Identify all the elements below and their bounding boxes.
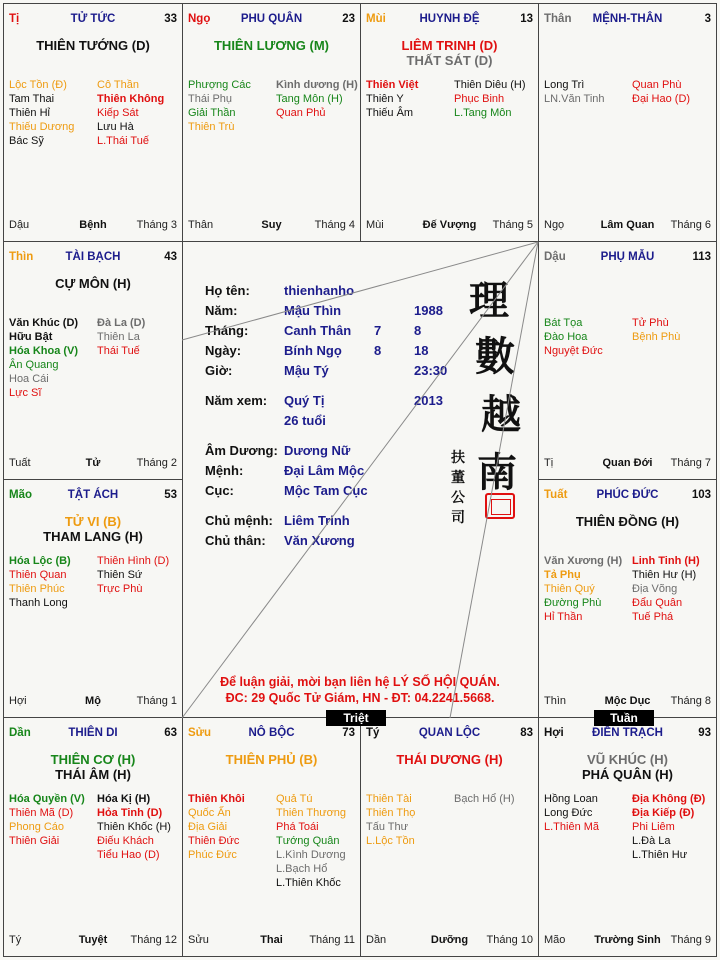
cell-header: [9, 489, 177, 503]
minor-star: Quả Tú: [276, 793, 313, 805]
star-column-right: [454, 792, 515, 806]
minor-star: Thiên Sứ: [97, 569, 143, 581]
palace-name: NÔ BỘC: [248, 727, 295, 739]
value-gio-time: 23:30: [414, 363, 448, 378]
small-char-1: 扶: [451, 450, 465, 466]
minor-star: Thiếu Âm: [366, 107, 414, 119]
cell-footer: [188, 934, 355, 948]
footer-branch: Tị: [544, 457, 554, 469]
minor-star: L.Thiên Mã: [544, 821, 600, 833]
value-thang: Canh Thân: [284, 323, 352, 338]
palace-number: 93: [698, 727, 711, 739]
minor-star: Đường Phù: [544, 597, 602, 609]
cell-footer: [544, 457, 711, 471]
minor-star: Thiên Quan: [9, 569, 67, 581]
minor-star: Thiên Đức: [188, 835, 240, 847]
cell-tuat: [538, 479, 717, 718]
value-nam-xem: Quý Tị: [284, 393, 325, 408]
small-char-2: 董: [451, 470, 465, 486]
palace-name: MỆNH-THÂN: [592, 13, 663, 25]
minor-star: Nguyệt Đức: [544, 345, 603, 357]
main-stars: [539, 514, 716, 529]
value-nam: Mậu Thìn: [284, 303, 342, 318]
cell-header: [9, 251, 177, 265]
cell-header: [188, 727, 355, 741]
footer-month: Tháng 9: [670, 934, 711, 946]
calligraphy-char-3: 越: [481, 391, 521, 438]
minor-star: Thiên Thọ: [366, 807, 416, 819]
minor-star: Long Đức: [544, 807, 593, 819]
palace-number: 43: [164, 251, 177, 263]
label-thang: Tháng:: [205, 323, 249, 338]
minor-star: Hóa Quyền (V): [9, 793, 85, 805]
label-am-duong: Âm Dương:: [205, 443, 278, 458]
cell-footer: [9, 457, 177, 471]
main-stars: [361, 752, 538, 767]
minor-star: Kiếp Sát: [97, 107, 139, 119]
minor-star: Lộc Tồn (Đ): [9, 79, 67, 91]
main-stars: [4, 276, 182, 291]
label-cuc: Cục:: [205, 483, 234, 498]
minor-star: Thiên Diêu (H): [454, 79, 526, 91]
star-column-right: [97, 554, 169, 596]
minor-star: Bác Sỹ: [9, 135, 44, 147]
branch-label: Hợi: [544, 727, 564, 739]
branch-label: Mùi: [366, 13, 386, 25]
cell-header: [9, 13, 177, 27]
minor-star: Thanh Long: [9, 597, 68, 609]
minor-star: Thiên Giải: [9, 835, 60, 847]
footer-month: Tháng 2: [136, 457, 177, 469]
minor-star: Long Trì: [544, 79, 585, 91]
cell-footer: [9, 934, 177, 948]
footer-month: Tháng 5: [492, 219, 533, 231]
main-star: THÁI ÂM (H): [55, 767, 131, 782]
footer-stage: Tử: [85, 457, 101, 469]
branch-label: Sửu: [188, 727, 212, 739]
cell-footer: [544, 695, 711, 709]
minor-star: L.Tang Môn: [454, 107, 512, 119]
footer-month: Tháng 4: [314, 219, 355, 231]
minor-star: Hỏa Tinh (D): [97, 807, 163, 819]
branch-label: Thân: [544, 13, 572, 25]
minor-star: Tang Môn (H): [276, 93, 343, 105]
cell-footer: [188, 219, 355, 233]
minor-star: Hỉ Thần: [544, 611, 583, 623]
label-chu-than: Chủ thân:: [205, 533, 266, 548]
palace-name: PHU QUÂN: [240, 13, 303, 25]
minor-star: Địa Không (Đ): [632, 793, 706, 805]
palace-name: TỬ TỨC: [70, 13, 116, 25]
main-stars: [4, 752, 182, 782]
value-ngay-a: 8: [374, 343, 382, 358]
branch-label: Thìn: [9, 251, 34, 263]
star-column-left: [9, 792, 85, 848]
footer-month: Tháng 3: [136, 219, 177, 231]
minor-star: L.Lộc Tồn: [366, 835, 415, 847]
branch-label: Ngọ: [188, 13, 211, 25]
minor-star: L.Thái Tuế: [97, 135, 149, 147]
cell-than: [538, 3, 717, 242]
label-nam-xem: Năm xem:: [205, 393, 268, 408]
footer-month: Tháng 12: [130, 934, 177, 946]
minor-star: Hoa Cái: [9, 373, 49, 385]
branch-label: Tuất: [544, 489, 568, 501]
calligraphy-char-2: 數: [475, 333, 515, 380]
palace-name: TÀI BẠCH: [65, 251, 121, 263]
cell-ngo: [182, 3, 361, 242]
minor-star: Điếu Khách: [97, 835, 154, 847]
label-gio: Giờ:: [205, 363, 233, 378]
label-ngay: Ngày:: [205, 343, 242, 358]
main-star: THIÊN PHỦ (B): [225, 752, 318, 767]
cell-footer: [544, 219, 711, 233]
minor-star: Kình dương (H): [276, 79, 358, 91]
contact-line-1: Để luận giải, mời bạn liên hệ LÝ SỐ HỘI QUÁN.: [220, 675, 500, 689]
minor-star: Thiên Hỉ: [9, 107, 50, 119]
value-ngay-b: 18: [414, 343, 429, 358]
minor-star: Hóa Khoa (V): [9, 345, 79, 357]
center-info-panel: [181, 241, 539, 718]
branch-label: Dần: [9, 727, 31, 739]
cell-header: [366, 13, 533, 27]
cell-header: [9, 727, 177, 741]
minor-star: Thiên Khôi: [188, 793, 245, 805]
contact-line-2: ĐC: 29 Quốc Tử Giám, HN - ĐT: 04.2241.5668.: [225, 691, 495, 705]
palace-number: 103: [691, 489, 711, 501]
star-column-left: [9, 316, 78, 400]
cell-footer: [9, 695, 177, 709]
minor-star: Lực Sĩ: [9, 387, 42, 399]
minor-star: Đẩu Quân: [632, 597, 683, 609]
footer-month: Tháng 7: [670, 457, 711, 469]
minor-star: Đào Hoa: [544, 331, 588, 343]
main-star: THIÊN ĐỒNG (H): [575, 514, 680, 529]
minor-star: Thiếu Dương: [9, 121, 75, 133]
star-column-right: [97, 78, 164, 148]
cell-dau: [538, 241, 717, 480]
star-column-left: [9, 78, 74, 148]
star-column-left: [544, 316, 603, 358]
palace-name: PHỤ MẪU: [600, 251, 655, 263]
minor-star: Thiên La: [97, 331, 140, 343]
footer-stage: Lâm Quan: [600, 219, 655, 231]
palace-number: 63: [164, 727, 177, 739]
minor-star: Giải Thần: [188, 107, 236, 119]
cell-header: [544, 489, 711, 503]
palace-name: THIÊN DI: [68, 727, 118, 739]
cell-mao: [3, 479, 183, 718]
main-star: CỰ MÔN (H): [55, 276, 131, 291]
minor-star: Tướng Quân: [276, 835, 340, 847]
main-stars: [183, 752, 360, 767]
footer-branch: Mùi: [366, 219, 384, 231]
value-nam-year: 1988: [414, 303, 443, 318]
palace-name: PHÚC ĐỨC: [596, 489, 659, 501]
minor-star: Hóa Lộc (B): [9, 555, 71, 567]
footer-branch: Thìn: [544, 695, 567, 707]
cell-ti: [3, 3, 183, 242]
tuan-label: Tuần: [594, 710, 654, 726]
minor-star: Trực Phù: [97, 583, 143, 595]
star-column-right: [97, 792, 171, 862]
cell-header: [544, 727, 711, 741]
cell-mui: [360, 3, 539, 242]
palace-name: QUAN LỘC: [418, 727, 481, 739]
footer-stage: Thai: [260, 934, 283, 946]
minor-star: Quan Phủ: [276, 107, 326, 119]
footer-stage: Mộ: [85, 695, 101, 707]
footer-branch: Dần: [366, 934, 387, 946]
minor-star: Thiên Không: [97, 93, 165, 105]
minor-star: Quốc Ấn: [188, 807, 231, 819]
footer-branch: Tý: [9, 934, 22, 946]
palace-number: 53: [164, 489, 177, 501]
minor-star: Tả Phụ: [544, 569, 581, 581]
footer-stage: Dưỡng: [430, 934, 469, 946]
footer-stage: Mộc Dục: [604, 695, 651, 707]
minor-star: Thiên Khốc (H): [97, 821, 171, 833]
footer-stage: Đế Vượng: [422, 219, 477, 231]
main-star: THẤT SÁT (D): [406, 53, 493, 68]
minor-star: Ân Quang: [9, 359, 59, 371]
minor-star: Phi Liêm: [632, 821, 675, 833]
minor-star: Phá Toái: [276, 821, 319, 833]
minor-star: Thiên Tài: [366, 793, 412, 805]
main-stars: [4, 514, 182, 544]
minor-star: Thiên Trù: [188, 121, 235, 133]
star-column-left: [188, 78, 251, 134]
main-star: THIÊN TƯỚNG (D): [36, 38, 150, 53]
cell-footer: [9, 219, 177, 233]
main-star: TỬ VI (B): [64, 514, 122, 529]
minor-star: Hóa Kị (H): [97, 793, 151, 805]
value-cuc: Mộc Tam Cục: [284, 483, 368, 498]
star-column-left: [544, 78, 605, 106]
cell-header: [544, 251, 711, 265]
minor-star: Thiên Mã (D): [9, 807, 74, 819]
main-star: THÁI DƯƠNG (H): [396, 752, 503, 767]
palace-name: ĐIỀN TRẠCH: [592, 727, 663, 739]
minor-star: Địa Kiếp (Đ): [632, 807, 695, 819]
minor-star: Hồng Loan: [544, 793, 598, 805]
footer-branch: Hợi: [9, 695, 27, 707]
cell-suu: [182, 717, 361, 957]
star-column-right: [454, 78, 526, 120]
cell-hoi: [538, 717, 717, 957]
value-ngay: Bính Ngọ: [284, 343, 342, 358]
minor-star: L.Đà La: [632, 835, 671, 847]
minor-star: Tam Thai: [9, 93, 55, 105]
branch-label: Dậu: [544, 251, 566, 263]
footer-stage: Tuyệt: [78, 934, 108, 946]
star-column-left: [544, 792, 599, 834]
calligraphy-char-4: 南: [477, 449, 517, 496]
star-column-right: [632, 316, 680, 344]
minor-star: Thiên Phúc: [9, 583, 65, 595]
minor-star: L.Thiên Hư: [632, 849, 688, 861]
cell-header: [188, 13, 355, 27]
footer-branch: Dậu: [9, 219, 30, 231]
minor-star: Phong Cáo: [9, 821, 65, 833]
triet-label: Triệt: [326, 710, 386, 726]
seal-stamp: [485, 493, 515, 519]
minor-star: LN.Văn Tinh: [544, 93, 605, 105]
minor-star: Địa Giải: [188, 821, 228, 833]
star-column-left: [366, 792, 415, 848]
value-menh: Đại Lâm Mộc: [284, 463, 365, 478]
cell-footer: [366, 934, 533, 948]
cell-ty: [360, 717, 539, 957]
main-stars: [4, 38, 182, 53]
minor-star: Thiên Thương: [276, 807, 347, 819]
minor-star: Quan Phù: [632, 79, 682, 91]
star-column-right: [276, 78, 358, 120]
palace-name: HUYNH ĐỆ: [419, 13, 480, 25]
branch-label: Tị: [9, 13, 20, 25]
label-ho-ten: Họ tên:: [205, 283, 250, 298]
value-thang-a: 7: [374, 323, 382, 338]
calligraphy-char-1: 理: [469, 277, 509, 324]
value-nam-xem-year: 2013: [414, 393, 443, 408]
footer-month: Tháng 8: [670, 695, 711, 707]
minor-star: Hữu Bật: [9, 331, 53, 343]
minor-star: Tiểu Hao (D): [97, 849, 160, 861]
main-star: THIÊN CƠ (H): [50, 752, 136, 767]
main-star: THAM LANG (H): [43, 529, 143, 544]
label-chu-menh: Chủ mệnh:: [205, 513, 273, 528]
main-star: VŨ KHÚC (H): [587, 752, 668, 767]
minor-star: Phục Binh: [454, 93, 505, 105]
footer-branch: Mão: [544, 934, 566, 946]
minor-star: Thiên Hình (D): [97, 555, 170, 567]
footer-stage: Bệnh: [79, 219, 107, 231]
minor-star: Tấu Thư: [366, 821, 409, 833]
palace-number: 23: [342, 13, 355, 25]
value-chu-than: Văn Xương: [284, 533, 355, 548]
cell-header: [544, 13, 711, 27]
cell-footer: [544, 934, 711, 948]
cell-thin: [3, 241, 183, 480]
palace-number: 83: [520, 727, 533, 739]
star-column-right: [276, 792, 346, 890]
footer-month: Tháng 1: [136, 695, 177, 707]
minor-star: Tuế Phá: [632, 611, 674, 623]
minor-star: Đại Hao (D): [632, 93, 691, 105]
minor-star: Văn Xương (H): [544, 555, 623, 567]
value-chu-menh: Liêm Trinh: [284, 513, 350, 528]
minor-star: L.Kình Dương: [276, 849, 346, 861]
main-stars: [361, 38, 538, 68]
minor-star: L.Bạch Hổ: [276, 863, 328, 875]
star-column-right: [632, 792, 705, 862]
palace-number: 13: [520, 13, 533, 25]
minor-star: Phúc Đức: [188, 849, 237, 861]
footer-month: Tháng 10: [486, 934, 533, 946]
minor-star: Thiên Quý: [544, 583, 595, 595]
minor-star: Bệnh Phù: [632, 331, 681, 343]
value-am-duong: Dương Nữ: [284, 443, 351, 458]
footer-stage: Suy: [261, 219, 282, 231]
main-stars: [539, 752, 716, 782]
minor-star: Phượng Các: [188, 79, 251, 91]
minor-star: Thiên Hư (H): [632, 569, 697, 581]
footer-stage: Trường Sinh: [594, 934, 661, 946]
cell-footer: [366, 219, 533, 233]
minor-star: Thiên Y: [366, 93, 404, 105]
branch-label: Mão: [9, 489, 32, 501]
footer-branch: Tuất: [9, 457, 31, 469]
footer-month: Tháng 11: [309, 934, 355, 946]
minor-star: Linh Tinh (H): [632, 555, 700, 567]
star-column-left: [9, 554, 71, 610]
star-column-right: [632, 78, 690, 106]
main-star: LIÊM TRINH (D): [401, 38, 498, 53]
palace-number: 33: [164, 13, 177, 25]
small-char-3: 公: [451, 490, 465, 506]
cell-header: [366, 727, 533, 741]
cell-dan: [3, 717, 183, 957]
label-menh: Mệnh:: [205, 463, 244, 478]
minor-star: Địa Võng: [632, 583, 678, 595]
palace-name: TẬT ÁCH: [67, 489, 119, 501]
footer-stage: Quan Đới: [602, 457, 653, 469]
palace-number: 113: [692, 251, 711, 263]
value-ho-ten: thienhanho: [284, 283, 355, 298]
value-gio: Mậu Tý: [284, 363, 329, 378]
branch-label: Tý: [366, 727, 380, 739]
main-stars: [183, 38, 360, 53]
minor-star: Cô Thần: [97, 79, 139, 91]
minor-star: Bạch Hổ (H): [454, 793, 515, 805]
label-nam: Năm:: [205, 303, 238, 318]
palace-number: 3: [704, 13, 711, 25]
footer-branch: Ngọ: [544, 219, 565, 231]
palace-number: 73: [342, 727, 355, 739]
value-tuoi: 26 tuổi: [284, 413, 326, 428]
star-column-left: [544, 554, 622, 624]
minor-star: Bát Tọa: [544, 317, 583, 329]
minor-star: Thiên Việt: [366, 79, 419, 91]
star-column-right: [632, 554, 700, 624]
minor-star: Đà La (D): [97, 317, 146, 329]
minor-star: Thái Tuế: [97, 345, 140, 357]
footer-branch: Sửu: [188, 934, 209, 946]
main-star: PHÁ QUÂN (H): [582, 767, 673, 782]
footer-branch: Thân: [188, 219, 214, 231]
star-column-left: [188, 792, 245, 862]
value-thang-b: 8: [414, 323, 422, 338]
main-star: THIÊN LƯƠNG (M): [213, 38, 330, 53]
footer-month: Tháng 6: [670, 219, 711, 231]
minor-star: Văn Khúc (D): [9, 317, 79, 329]
minor-star: L.Thiên Khốc: [276, 877, 341, 889]
star-column-right: [97, 316, 145, 358]
star-column-left: [366, 78, 418, 120]
small-char-4: 司: [451, 510, 465, 526]
minor-star: Tử Phù: [632, 317, 669, 329]
minor-star: Thái Phụ: [188, 93, 233, 105]
minor-star: Lưu Hà: [97, 121, 134, 133]
